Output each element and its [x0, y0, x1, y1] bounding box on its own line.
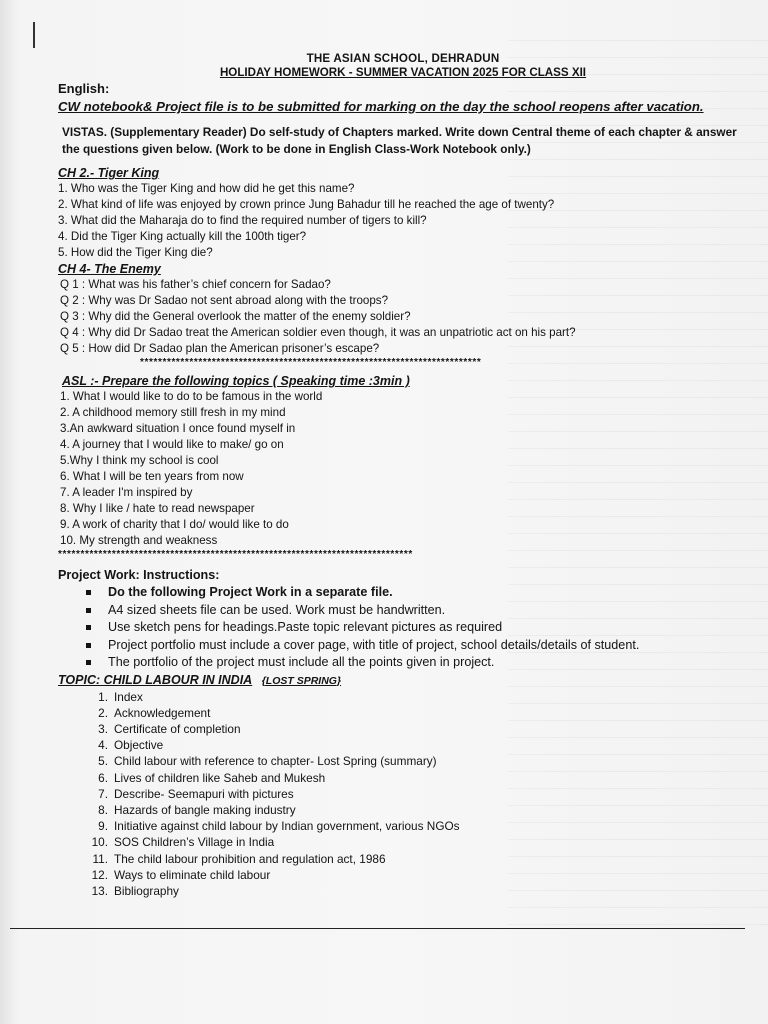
point-number: 8.: [98, 802, 108, 817]
point-number: 12.: [91, 867, 108, 882]
project-points: [58, 689, 748, 900]
point-number: 11.: [92, 851, 108, 866]
project-point: [58, 786, 748, 802]
chapter-4-questions: [58, 277, 748, 357]
bullet-icon: [86, 660, 91, 665]
subject-label: English:: [58, 81, 110, 96]
project-instructions: [58, 584, 748, 672]
chapter-4-heading: CH 4- The Enemy: [58, 262, 161, 276]
instruction-text: Use sketch pens for headings.Paste topic relevant pictures as required: [108, 620, 503, 634]
vistas-instructions: VISTAS. (Supplementary Reader) Do self-study of Chapters marked. Write down Central theme of each chapter & answer the questions given below. (Work to be done in English Class-Work Notebook only.): [62, 125, 737, 156]
instruction-text: Do the following Project Work in a separate file.: [108, 585, 393, 599]
question-item: Q 2 : Why was Dr Sadao not sent abroad along with the troops?: [60, 294, 389, 307]
submission-note: CW notebook& Project file is to be submitted for marking on the day the school reopens after vacation.: [58, 99, 704, 114]
question-item: Q 1 : What was his father’s chief concern for Sadao?: [60, 278, 331, 291]
topic-item: 1. What I would like to do to be famous in the world: [60, 390, 323, 403]
point-text: Lives of children like Saheb and Mukesh: [114, 770, 326, 785]
point-text: Child labour with reference to chapter- Lost Spring (summary): [114, 754, 437, 769]
project-point: [58, 721, 748, 737]
question-item: 5. How did the Tiger King die?: [58, 246, 213, 259]
bullet-icon: [86, 643, 91, 648]
project-heading: Project Work: Instructions:: [58, 568, 220, 582]
point-text: SOS Children’s Village in India: [114, 835, 275, 850]
bullet-icon: [86, 590, 91, 595]
question-item: Q 3 : Why did the General overlook the matter of the enemy soldier?: [60, 310, 411, 323]
chapter-2-section: [58, 165, 748, 261]
document-body: [58, 52, 748, 899]
question-item: 1. Who was the Tiger King and how did he get this name?: [58, 182, 355, 195]
project-point: [58, 818, 748, 834]
point-text: Certificate of completion: [114, 721, 241, 736]
instruction-item: [58, 654, 748, 672]
asl-heading: ASL :- Prepare the following topics ( Speaking time :3min ): [62, 374, 410, 388]
question-item: 2. What kind of life was enjoyed by crown prince Jung Bahadur till he reached the age of twenty?: [58, 198, 555, 211]
point-number: 10.: [91, 835, 108, 850]
instruction-item: [58, 637, 748, 655]
project-point: [58, 802, 748, 818]
point-text: Acknowledgement: [114, 705, 211, 720]
topic-item: 8. Why I like / hate to read newspaper: [60, 502, 255, 515]
topic-item: 9. A work of charity that I do/ would like to do: [60, 518, 289, 531]
point-number: 3.: [98, 721, 108, 736]
instruction-text: The portfolio of the project must include all the points given in project.: [108, 655, 495, 669]
point-text: Objective: [114, 738, 164, 753]
project-point: [58, 851, 748, 867]
project-point: [58, 737, 748, 753]
chapter-4-section: [58, 261, 748, 357]
topic-line: [58, 672, 748, 689]
instruction-item: [58, 602, 748, 620]
homework-title: HOLIDAY HOMEWORK - SUMMER VACATION 2025 FOR CLASS XII: [219, 66, 587, 79]
point-text: Bibliography: [114, 883, 179, 898]
topic-item: 4. A journey that I would like to make/ go on: [60, 438, 284, 451]
topic-heading: TOPIC: CHILD LABOUR IN INDIA: [58, 672, 253, 687]
topic-item: 5.Why I think my school is cool: [60, 454, 219, 467]
instruction-text: Project portfolio must include a cover page, with title of project, school details/details of student.: [108, 637, 640, 652]
point-number: 1.: [98, 689, 108, 704]
topic-item: 10. My strength and weakness: [60, 534, 218, 547]
asl-section: [58, 373, 748, 549]
instruction-text: A4 sized sheets file can be used. Work must be handwritten.: [108, 602, 446, 617]
point-number: 6.: [98, 770, 108, 785]
point-number: 4.: [98, 738, 108, 753]
point-number: 5.: [98, 754, 108, 769]
point-text: Hazards of bangle making industry: [114, 802, 296, 817]
point-number: 2.: [98, 705, 108, 720]
question-item: 3. What did the Maharaja do to find the required number of tigers to kill?: [58, 214, 427, 227]
instruction-item: [58, 584, 748, 602]
topic-item: 6. What I will be ten years from now: [60, 470, 244, 483]
asl-topics: [58, 389, 748, 549]
question-item: Q 5 : How did Dr Sadao plan the American prisoner’s escape?: [60, 342, 380, 355]
bullet-icon: [86, 608, 91, 613]
point-number: 7.: [98, 786, 108, 801]
point-text: Initiative against child labour by Indian government, various NGOs: [114, 819, 460, 834]
bottom-rule: [10, 928, 745, 929]
project-point: [58, 883, 748, 899]
point-text: The child labour prohibition and regulation act, 1986: [114, 851, 386, 866]
project-point: [58, 753, 748, 769]
point-number: 13.: [91, 883, 108, 898]
question-item: Q 4 : Why did Dr Sadao treat the American soldier even though, it was an unpatriotic act on his part?: [60, 326, 576, 339]
topic-subtitle: {LOST SPRING}: [261, 674, 342, 687]
project-point: [58, 705, 748, 721]
instruction-item: [58, 619, 748, 637]
topic-item: 7. A leader I'm inspired by: [60, 486, 193, 499]
point-text: Describe- Seemapuri with pictures: [114, 786, 294, 801]
question-item: 4. Did the Tiger King actually kill the 100th tiger?: [58, 230, 307, 243]
separator-2: *******************************************************************************: [58, 549, 413, 560]
chapter-2-heading: CH 2.- Tiger King: [58, 166, 160, 180]
chapter-2-questions: [58, 181, 748, 261]
project-point: [58, 867, 748, 883]
project-section: [58, 566, 748, 899]
project-point: [58, 834, 748, 850]
bullet-icon: [86, 625, 91, 630]
point-text: Ways to eliminate child labour: [114, 867, 271, 882]
topic-item: 3.An awkward situation I once found myself in: [60, 422, 296, 435]
project-point: [58, 689, 748, 705]
margin-mark: [33, 22, 35, 48]
school-title: THE ASIAN SCHOOL, DEHRADUN: [306, 52, 500, 65]
topic-item: 2. A childhood memory still fresh in my mind: [60, 406, 286, 419]
separator-1: ****************************************************************************: [140, 357, 482, 368]
point-text: Index: [114, 689, 143, 704]
project-point: [58, 770, 748, 786]
point-number: 9.: [98, 819, 108, 834]
